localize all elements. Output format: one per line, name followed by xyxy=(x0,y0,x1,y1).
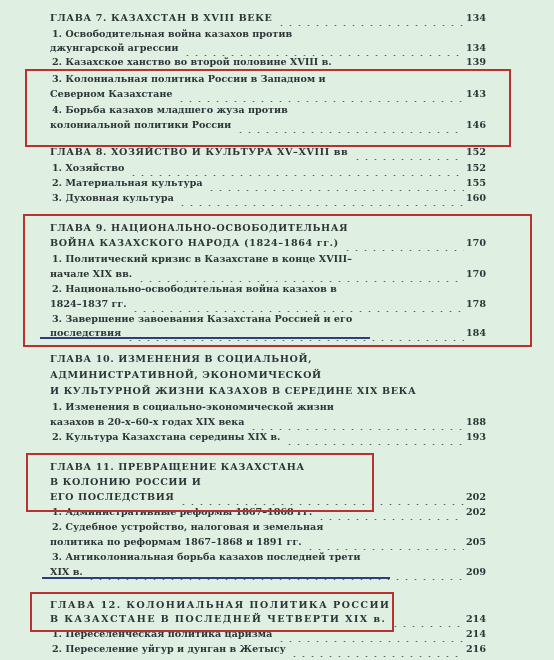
highlight-box-ch9 xyxy=(23,214,532,347)
toc-line xyxy=(0,536,554,550)
page-number: 160 xyxy=(465,193,486,204)
page-number: 202 xyxy=(465,507,486,518)
section-title: 4. Борьба казахов младшего жуза против xyxy=(52,105,288,116)
toc-line xyxy=(0,401,554,415)
section-title: начале XIX вв. xyxy=(50,269,133,280)
page-number: 143 xyxy=(465,89,486,100)
page-number: 155 xyxy=(465,178,486,189)
section-title: Северном Казахстане xyxy=(50,89,173,100)
page-number: 178 xyxy=(465,299,486,310)
page-number: 170 xyxy=(465,269,486,280)
toc-line xyxy=(0,385,554,399)
section-title: 2. Культура Казахстана середины XIX в. xyxy=(52,432,281,443)
section-title: 2. Переселение уйгур и дунган в Жетысу xyxy=(52,644,286,655)
toc-line xyxy=(0,431,554,445)
page-number: 214 xyxy=(465,629,486,640)
page-number: 209 xyxy=(465,567,486,578)
page-number: 205 xyxy=(465,537,486,548)
toc-line xyxy=(0,369,554,383)
section-title: 3. Завершение завоевания Казахстана Россией и его xyxy=(52,314,353,325)
page-number: 184 xyxy=(465,328,486,339)
leader-dots xyxy=(129,162,464,176)
leader-dots xyxy=(249,416,464,430)
section-title: джунгарской агрессии xyxy=(50,43,179,54)
section-title: 3. Колониальная политика России в Западном и xyxy=(52,74,326,85)
section-title: казахов в 20-х–60-х годах XIX века xyxy=(50,417,245,428)
toc-line xyxy=(0,192,554,206)
section-title: 3. Антиколониальная борьба казахов последней трети xyxy=(52,552,361,563)
toc-line xyxy=(0,353,554,367)
leader-dots xyxy=(353,146,464,160)
chapter-title: ВОЙНА КАЗАХСКОГО НАРОДА (1824–1864 гг.) xyxy=(50,238,339,249)
toc-line xyxy=(0,177,554,191)
chapter-title: ГЛАВА 12. КОЛОНИАЛЬНАЯ ПОЛИТИКА РОССИИ xyxy=(50,600,391,611)
section-title: колониальной политики России xyxy=(50,120,232,131)
section-title: 2. Национально-освободительная война казахов в xyxy=(52,284,337,295)
page-number: 214 xyxy=(465,614,486,625)
toc-line xyxy=(0,28,554,42)
chapter-title: ГЛАВА 10. ИЗМЕНЕНИЯ В СОЦИАЛЬНОЙ, xyxy=(50,354,313,365)
highlight-box-ch7 xyxy=(25,69,511,147)
chapter-title: ГЛАВА 8. ХОЗЯЙСТВО И КУЛЬТУРА XV–XVIII вв xyxy=(50,147,349,158)
page-number: 170 xyxy=(465,238,486,249)
section-title: XIX в. xyxy=(50,567,83,578)
toc-line xyxy=(0,56,554,70)
leader-dots xyxy=(285,431,464,445)
toc-line xyxy=(0,521,554,535)
page-number: 152 xyxy=(465,163,486,174)
section-title: 1. Освободительная война казахов против xyxy=(52,29,293,40)
page-number: 139 xyxy=(465,57,486,68)
chapter-title: В КОЛОНИЮ РОССИИ И xyxy=(50,477,202,488)
page-number: 134 xyxy=(465,13,486,24)
chapter-title: И КУЛЬТУРНОЙ ЖИЗНИ КАЗАХОВ В СЕРЕДИНЕ XIX ВЕКА xyxy=(50,386,417,397)
leader-dots xyxy=(306,536,464,550)
section-title: 1824–1837 гг. xyxy=(50,299,127,310)
section-title: 3. Духовная культура xyxy=(52,193,174,204)
leader-dots xyxy=(336,56,464,70)
underline-ch9 xyxy=(40,337,370,339)
page-number: 152 xyxy=(465,147,486,158)
leader-dots xyxy=(391,613,464,627)
toc-line xyxy=(0,162,554,176)
toc-line xyxy=(0,643,554,657)
section-title: 2. Материальная культура xyxy=(52,178,203,189)
toc-line xyxy=(0,12,554,26)
leader-dots xyxy=(277,12,464,26)
leader-dots xyxy=(183,42,464,56)
toc-line xyxy=(0,146,554,160)
chapter-title: ГЛАВА 11. ПРЕВРАЩЕНИЕ КАЗАХСТАНА xyxy=(50,462,305,473)
toc-line xyxy=(0,551,554,565)
page-number: 188 xyxy=(465,417,486,428)
chapter-title: В КАЗАХСТАНЕ В ПОСЛЕДНЕЙ ЧЕТВЕРТИ XIX в. xyxy=(50,614,387,625)
section-title: 1. Изменения в социально-экономической жизни xyxy=(52,402,334,413)
section-title: 1. Административные реформы 1867–1868 гг. xyxy=(52,507,313,518)
section-title: последствия xyxy=(50,328,122,339)
section-title: 1. Переселенческая политика царизма xyxy=(52,629,273,640)
toc-line xyxy=(0,416,554,430)
page-number: 193 xyxy=(465,432,486,443)
leader-dots xyxy=(207,177,464,191)
highlight-box-ch11 xyxy=(26,453,374,512)
chapter-title: ГЛАВА 7. КАЗАХСТАН В XVIII ВЕКЕ xyxy=(50,13,273,24)
section-title: 2. Казахское ханство во второй половине XVIII в. xyxy=(52,57,332,68)
leader-dots xyxy=(290,643,464,657)
chapter-title: ГЛАВА 9. НАЦИОНАЛЬНО-ОСВОБОДИТЕЛЬНАЯ xyxy=(50,223,349,234)
section-title: 2. Судебное устройство, налоговая и земельная xyxy=(52,522,324,533)
chapter-title: ЕГО ПОСЛЕДСТВИЯ xyxy=(50,492,175,503)
chapter-title: АДМИНИСТРАТИВНОЙ, ЭКОНОМИЧЕСКОЙ xyxy=(50,370,322,381)
section-title: 1. Политический кризис в Казахстане в конце XVIII– xyxy=(52,254,352,265)
highlight-box-ch12 xyxy=(30,592,394,632)
page-number: 202 xyxy=(465,492,486,503)
leader-dots xyxy=(178,192,464,206)
page-number: 146 xyxy=(465,120,486,131)
section-title: политика по реформам 1867–1868 и 1891 гг. xyxy=(50,537,302,548)
toc-line xyxy=(0,42,554,56)
section-title: 1. Хозяйство xyxy=(52,163,125,174)
underline-ch11 xyxy=(42,577,390,579)
page-number: 216 xyxy=(465,644,486,655)
page-number: 134 xyxy=(465,43,486,54)
